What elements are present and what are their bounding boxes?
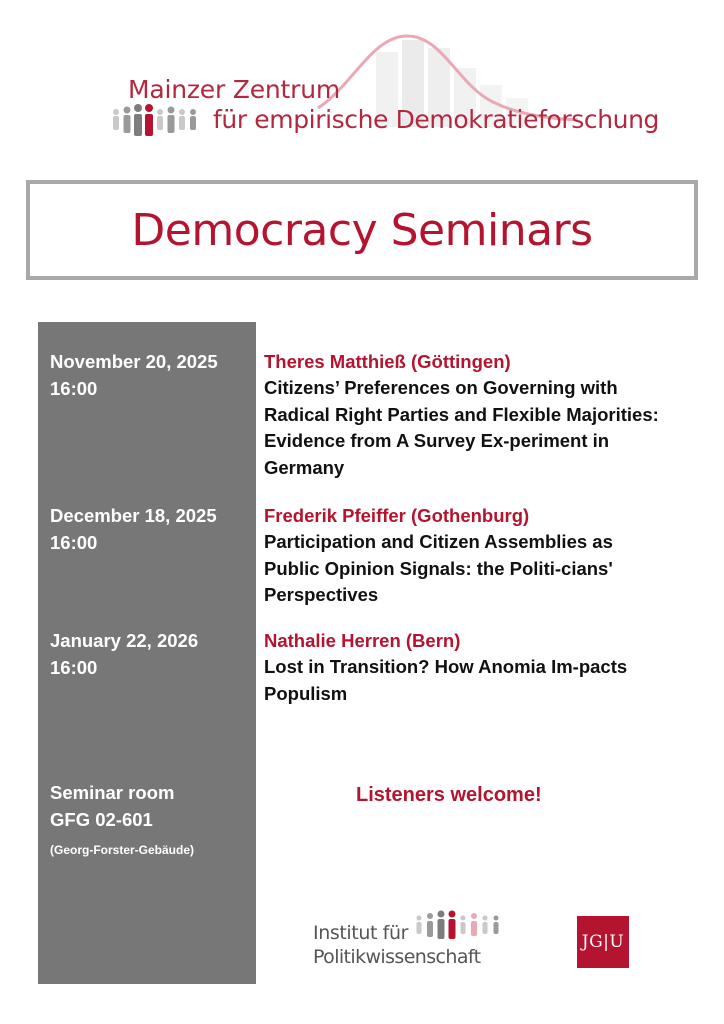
event-speaker: Theres Matthieß (Göttingen) xyxy=(264,351,511,372)
event-details xyxy=(264,627,684,707)
title-box xyxy=(26,180,698,280)
event-talk-title: Citizens’ Preferences on Governing with Radical Right Parties and Flexible Majorities: Evidence from A Survey Ex-periment in Germany xyxy=(264,377,659,478)
logo-title-line1: Mainzer Zentrum xyxy=(128,75,341,104)
event-details xyxy=(264,348,684,481)
welcome-message: Listeners welcome! xyxy=(356,784,542,806)
event-time: 16:00 xyxy=(50,532,98,553)
event-time: 16:00 xyxy=(50,378,98,399)
event-date-block xyxy=(50,627,198,681)
location-building: (Georg-Forster-Gebäude) xyxy=(50,843,195,857)
event-speaker: Nathalie Herren (Bern) xyxy=(264,630,461,651)
event-talk-title: Lost in Transition? How Anomia Im-pacts Populism xyxy=(264,656,628,704)
mzed-logo xyxy=(108,30,660,160)
location-block xyxy=(50,779,194,859)
event-date: January 22, 2026 xyxy=(50,630,199,651)
institute-name-line2: Politikwissenschaft xyxy=(313,946,481,968)
event-details xyxy=(264,502,684,609)
event-date: November 20, 2025 xyxy=(50,351,218,372)
event-talk-title: Participation and Citizen Assemblies as Public Opinion Signals: the Politi-cians' Perspectives xyxy=(264,531,613,605)
location-room-number: GFG 02-601 xyxy=(50,809,153,830)
institute-name-line1: Institut für xyxy=(313,922,408,944)
event-time: 16:00 xyxy=(50,657,98,678)
university-logo: JG|U xyxy=(577,916,629,968)
event-date-block xyxy=(50,348,218,402)
event-date-block xyxy=(50,502,217,556)
page-title: Democracy Seminars xyxy=(131,204,593,256)
logo-title-line2: für empirische Demokratieforschung xyxy=(213,105,660,134)
people-icon xyxy=(113,104,196,136)
event-speaker: Frederik Pfeiffer (Gothenburg) xyxy=(264,505,530,526)
people-icon xyxy=(413,908,503,948)
institute-logo xyxy=(313,908,513,974)
event-date: December 18, 2025 xyxy=(50,505,217,526)
location-room-label: Seminar room xyxy=(50,782,175,803)
